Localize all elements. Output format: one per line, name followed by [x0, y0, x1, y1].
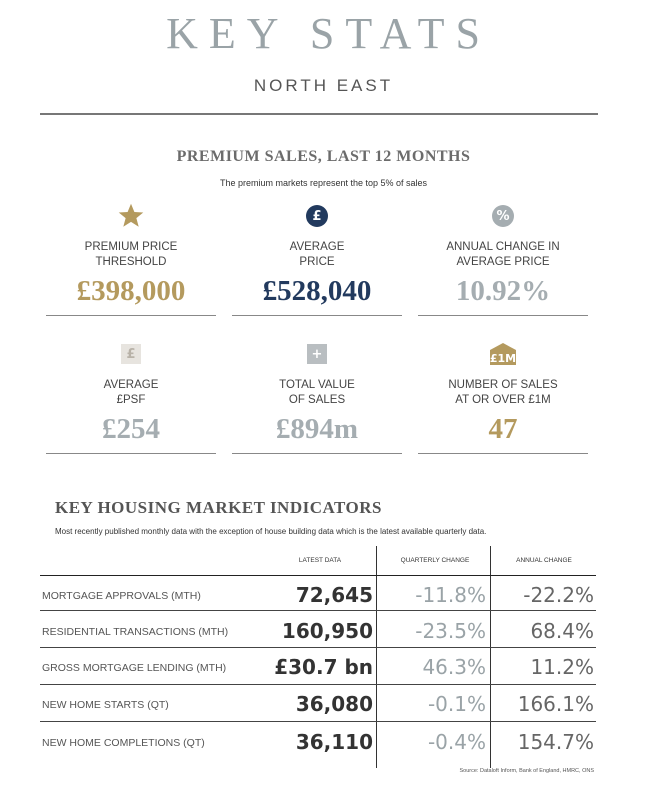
stat-value: £398,000	[76, 275, 186, 307]
svg-text:£1M: £1M	[489, 352, 517, 365]
pound-square-icon: £	[121, 344, 141, 364]
column-header-quarterly: QUARTERLY CHANGE	[400, 557, 470, 564]
stat-annual-change	[418, 202, 588, 316]
cell-annual: 68.4%	[530, 619, 594, 643]
stat-underline	[418, 453, 588, 454]
column-divider	[490, 546, 491, 768]
stat-underline	[46, 315, 216, 316]
cell-quarterly: -0.1%	[427, 692, 486, 716]
cell-latest: £30.7 bn	[274, 655, 373, 679]
cell-annual: -22.2%	[523, 583, 594, 607]
stat-premium-price-threshold	[46, 202, 216, 316]
stat-total-value	[232, 340, 402, 454]
stat-value: £254	[102, 413, 160, 445]
row-divider	[40, 610, 596, 611]
star-icon	[46, 202, 216, 230]
row-divider	[40, 647, 596, 648]
premium-sales-heading: PREMIUM SALES, LAST 12 MONTHS	[176, 148, 471, 165]
column-header-annual: ANNUAL CHANGE	[516, 557, 572, 564]
row-label-residential-transactions: RESIDENTIAL TRANSACTIONS (MTH)	[42, 626, 229, 638]
pound-circle-icon: £	[306, 205, 328, 227]
percent-circle-icon: %	[492, 205, 514, 227]
row-label-gross-mortgage-lending: GROSS MORTGAGE LENDING (MTH)	[42, 662, 227, 674]
stat-value: £894m	[275, 413, 359, 445]
stat-average-psf	[46, 340, 216, 454]
stat-average-price	[232, 202, 402, 316]
stat-label: AVERAGE PRICE	[289, 241, 345, 268]
cell-annual: 166.1%	[517, 692, 594, 716]
row-divider	[40, 684, 596, 685]
cell-quarterly: -23.5%	[415, 619, 486, 643]
cell-latest: 36,110	[295, 730, 373, 754]
table-header-rule	[40, 575, 596, 576]
stat-underline	[418, 315, 588, 316]
row-divider	[40, 721, 596, 722]
page-title: KEY STATS	[166, 9, 491, 58]
stat-value: £528,040	[262, 275, 372, 307]
row-label-mortgage-approvals: MORTGAGE APPROVALS (MTH)	[42, 590, 201, 602]
stat-underline	[232, 315, 402, 316]
cell-latest: 72,645	[295, 583, 373, 607]
stat-label: TOTAL VALUE OF SALES	[279, 379, 355, 406]
indicators-subheading: Most recently published monthly data with the exception of house building data which is the latest available quarterly data.	[55, 527, 487, 536]
source-note: Source: Dataloft Inform, Bank of England, HMRC, ONS	[459, 768, 594, 774]
stat-label: AVERAGE £PSF	[103, 379, 159, 406]
cell-annual: 154.7%	[517, 730, 594, 754]
row-label-new-home-completions: NEW HOME COMPLETIONS (QT)	[42, 737, 205, 749]
cell-latest: 160,950	[281, 619, 373, 643]
header-divider	[40, 113, 598, 115]
stat-sales-over-1m	[418, 340, 588, 454]
region-subtitle: NORTH EAST	[253, 76, 394, 95]
row-label-new-home-starts: NEW HOME STARTS (QT)	[42, 699, 169, 711]
column-header-latest: LATEST DATA	[298, 557, 342, 564]
stat-value: 47	[488, 413, 518, 445]
cell-quarterly: 46.3%	[422, 655, 486, 679]
cell-quarterly: -11.8%	[415, 583, 486, 607]
cell-latest: 36,080	[295, 692, 373, 716]
cell-annual: 11.2%	[530, 655, 594, 679]
stat-label: NUMBER OF SALES AT OR OVER £1M	[448, 379, 558, 406]
column-divider	[376, 546, 377, 768]
stat-underline	[232, 453, 402, 454]
premium-sales-subheading: The premium markets represent the top 5% of sales	[219, 178, 428, 188]
house-1m-icon	[418, 340, 588, 368]
cell-quarterly: -0.4%	[427, 730, 486, 754]
stat-label: ANNUAL CHANGE IN AVERAGE PRICE	[446, 241, 560, 268]
stat-underline	[46, 453, 216, 454]
plus-square-icon: +	[307, 344, 327, 364]
indicators-heading: KEY HOUSING MARKET INDICATORS	[55, 498, 383, 517]
stat-value: 10.92%	[455, 275, 551, 307]
stat-label: PREMIUM PRICE THRESHOLD	[84, 241, 178, 268]
